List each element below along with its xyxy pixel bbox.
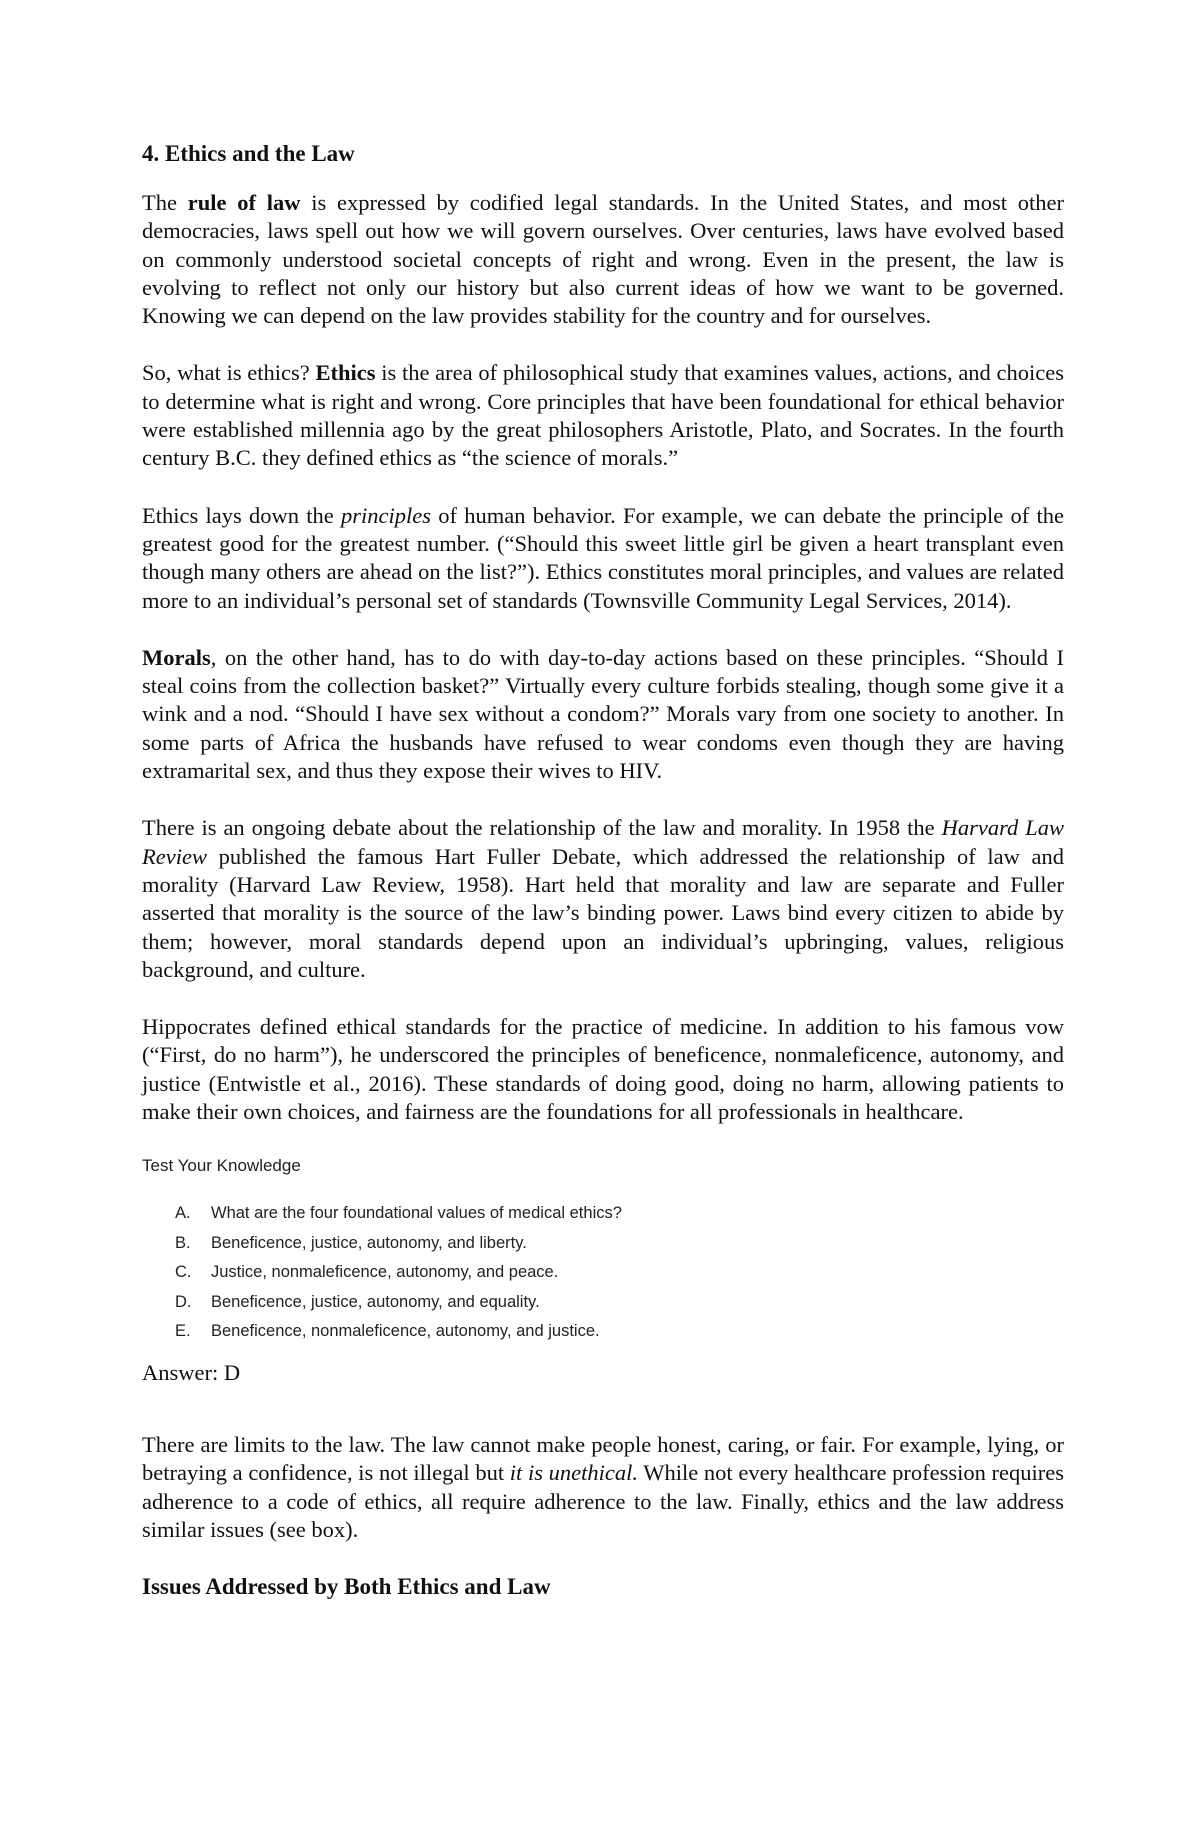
term-it-is-unethical: it is unethical. [509, 1460, 638, 1486]
box-heading: Issues Addressed by Both Ethics and Law [142, 1574, 551, 1600]
document-page [142, 140, 1064, 1602]
term-morals: Morals [142, 644, 211, 670]
paragraph-text: , on the other hand, has to do with day-to-day actions based on these principles. “Should I steal coins from the collection basket?” Virtually every culture forbids stealing, though some give it a wink and a nod. “Should I have sex without a condom?” Morals vary from one society to another. In some parts of Africa the husbands have refused to wear condoms even though they are having extramarital sex, and thus they expose their wives to HIV. [142, 644, 1064, 784]
quiz-item-letter: B. [175, 1233, 191, 1252]
paragraph-text: While not every healthcare profession requires adherence to a code of ethics, all require adherence to the law. Finally, ethics and the law address similar issues (see box). [142, 1460, 1064, 1542]
paragraph-morals [142, 644, 1064, 785]
quiz-item-text: Justice, nonmaleficence, autonomy, and peace. [211, 1263, 559, 1282]
term-ethics: Ethics [315, 360, 376, 386]
paragraph-text: The [142, 190, 188, 215]
quiz-box [142, 1155, 1064, 1387]
quiz-item [175, 1199, 1064, 1229]
paragraph-text: There are limits to the law. The law cannot make people honest, caring, or fair. For example, lying, or betraying a confidence, is not illegal but [142, 1432, 1064, 1486]
quiz-item-letter: C. [175, 1263, 192, 1282]
quiz-item [175, 1288, 1064, 1318]
quiz-item-letter: D. [175, 1292, 192, 1311]
quiz-item-text: Beneficence, nonmaleficence, autonomy, and justice. [211, 1322, 600, 1341]
quiz-item-text: Beneficence, justice, autonomy, and liberty. [211, 1233, 527, 1252]
section-heading: 4. Ethics and the Law [142, 141, 355, 166]
paragraph-hippocrates [142, 1013, 1064, 1126]
quiz-item [175, 1229, 1064, 1259]
quiz-title: Test Your Knowledge [142, 1156, 301, 1176]
paragraph-limits-of-law [142, 1431, 1064, 1544]
quiz-item [175, 1317, 1064, 1347]
paragraph-text: published the famous Hart Fuller Debate, which addressed the relationship of law and morality (Harvard Law Review, 1958). Hart held that morality and law are separate and Fuller asserted that morality is the source of the law’s binding power. Laws bind every citizen to abide by them; however, moral standards depend upon an individual’s upbringing, values, religious background, and culture. [142, 843, 1064, 982]
paragraph-text: is the area of philosophical study that examines values, actions, and choices to determine what is right and wrong. Core principles that have been foundational for ethical behavior were established millennia ago by the great philosophers Aristotle, Plato, and Socrates. In the fourth century B.C. they defined ethics as “the science of morals.” [142, 360, 1064, 471]
body-paragraphs [142, 189, 1064, 1126]
quiz-item-text: Beneficence, justice, autonomy, and equality. [211, 1292, 540, 1311]
paragraph-text: Ethics lays down the [142, 502, 341, 528]
quiz-item-letter: E. [175, 1322, 191, 1341]
term-rule-of-law: rule of law [187, 190, 301, 215]
quiz-list [142, 1199, 1064, 1347]
quiz-item-text: What are the four foundational values of medical ethics? [211, 1204, 622, 1223]
paragraph-text: of human behavior. For example, we can debate the principle of the greatest good for the greatest number. (“Should this sweet little girl be given a heart transplant even though many others are ahead on the list?”). Ethics constitutes moral principles, and values are related more to an individual’s personal set of standards (Townsville Community Legal Services, 2014). [142, 502, 1064, 613]
quiz-item-letter: A. [175, 1204, 191, 1223]
paragraph-text: is expressed by codified legal standards. In the United States, and most other democracies, laws spell out how we will govern ourselves. Over centuries, laws have evolved based on commonly understood societal concepts of right and wrong. Even in the present, the law is evolving to reflect not only our history but also current ideas of how we want to be governed. Knowing we can depend on the law provides stability for the country and for ourselves. [142, 190, 1065, 329]
paragraph-text: There is an ongoing debate about the relationship of the law and morality. In 1958 the [142, 815, 942, 841]
paragraph-ethics-principles [142, 502, 1064, 615]
term-harvard-law-review: Harvard Law Review [142, 815, 1065, 869]
term-principles: principles [340, 502, 431, 528]
paragraph-ethics-definition [142, 359, 1064, 472]
paragraph-text: So, what is ethics? [142, 360, 316, 386]
paragraph-rule-of-law [142, 189, 1064, 330]
quiz-answer: Answer: D [142, 1359, 241, 1385]
paragraph-law-morality-debate [142, 814, 1064, 984]
paragraph-text: Hippocrates defined ethical standards for the practice of medicine. In addition to his famous vow (“First, do no harm”), he underscored the principles of beneficence, nonmaleficence, autonomy, and justice (Entwistle et al., 2016). These standards of doing good, doing no harm, allowing patients to make their own choices, and fairness are the foundations for all professionals in healthcare. [142, 1014, 1064, 1125]
quiz-item [175, 1258, 1064, 1288]
